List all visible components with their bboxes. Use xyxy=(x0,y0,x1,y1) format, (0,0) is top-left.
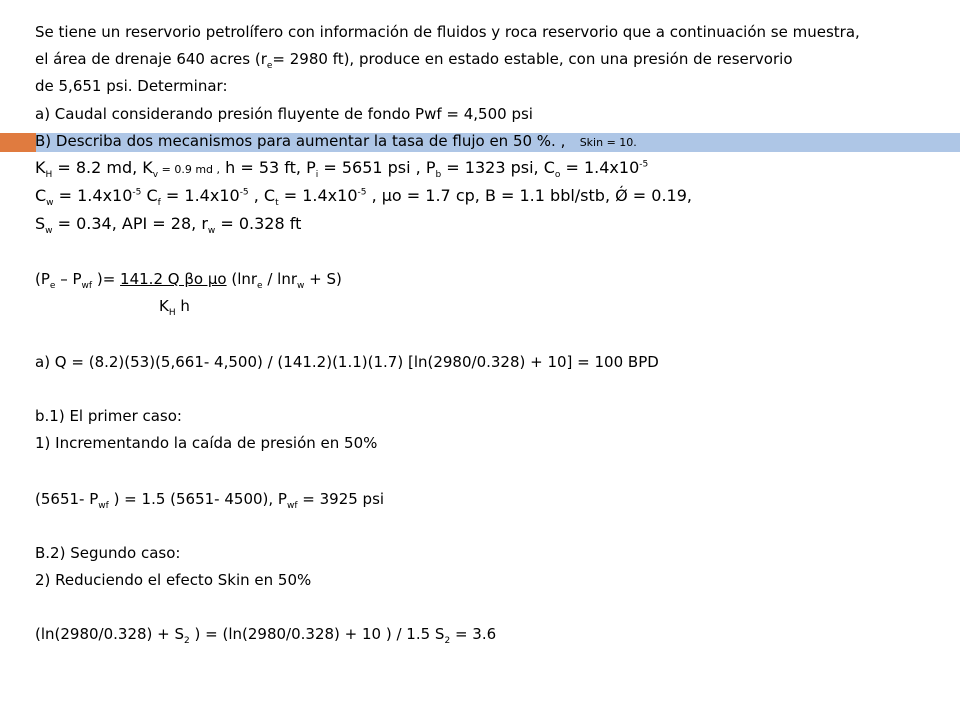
case-b1-title: b.1) El primer caso: xyxy=(35,407,182,425)
case-b1-item: 1) Incrementando la caída de presión en 50% xyxy=(35,434,378,452)
intro-line-2: el área de drenaje 640 acres ($r_e= 2980$ ft), produce en estado estable, con una presión de reservorio xyxy=(35,50,793,71)
formula-denominator: $K_H$ h xyxy=(159,297,190,318)
case-b2-title: B.2) Segundo caso: xyxy=(35,544,181,562)
parameters-line-2: $C_w = 1.4x10^{-5}$ $C_f = 1.4x10^{-5}$ , $C_t = 1.4x10^{-5}$ , µo = 1.7 cp, B = 1.1 bbl/stb, Ǿ = 0.19, xyxy=(35,186,692,209)
accent-bar-orange xyxy=(0,133,36,152)
question-a: a) Caudal considerando presión fluyente de fondo Pwf = 4,500 psi xyxy=(35,105,533,123)
formula-numerator-line: ($P_e - P_{wf}$ )= 141.2 Q βo µo (lnr$_e$ / lnr$_w$ + S) xyxy=(35,270,342,291)
question-b: B) Describa dos mecanismos para aumentar la tasa de flujo en 50 %. , Skin = 10. xyxy=(35,132,637,150)
parameters-line-1: $K_H = 8.2$ md, $K_v = 0.9$ md , h = 53 ft, $P_i = 5651$ psi , $P_b = 1323$ psi, $C_o = 1.4x10^{-5}$ xyxy=(35,158,649,181)
case-b2-item: 2) Reduciendo el efecto Skin en 50% xyxy=(35,571,312,589)
formula-numerator: 141.2 Q βo µo xyxy=(120,270,227,288)
answer-a: a) Q = (8.2)(53)(5,661- 4,500) / (141.2)(1.1)(1.7) [ln(2980/0.328) + 10] = 100 BPD xyxy=(35,353,659,371)
case-b2-equation: ($\ln(2980/0.328) + S_2$ ) = (ln(2980/0.328) + 10 ) / 1.5 $S_2 = 3.6$ xyxy=(35,625,497,646)
parameters-line-3: $S_w = 0.34$, API = 28, $r_w = 0.328$ ft xyxy=(35,214,302,237)
intro-line-1: Se tiene un reservorio petrolífero con información de fluidos y roca reservorio que a continuación se muestra, xyxy=(35,23,860,41)
intro-line-3: de 5,651 psi. Determinar: xyxy=(35,77,228,95)
case-b1-equation: (5651- $P_{wf}$ ) = 1.5 (5651- 4500), $P_{wf} = 3925$ psi xyxy=(35,490,385,511)
